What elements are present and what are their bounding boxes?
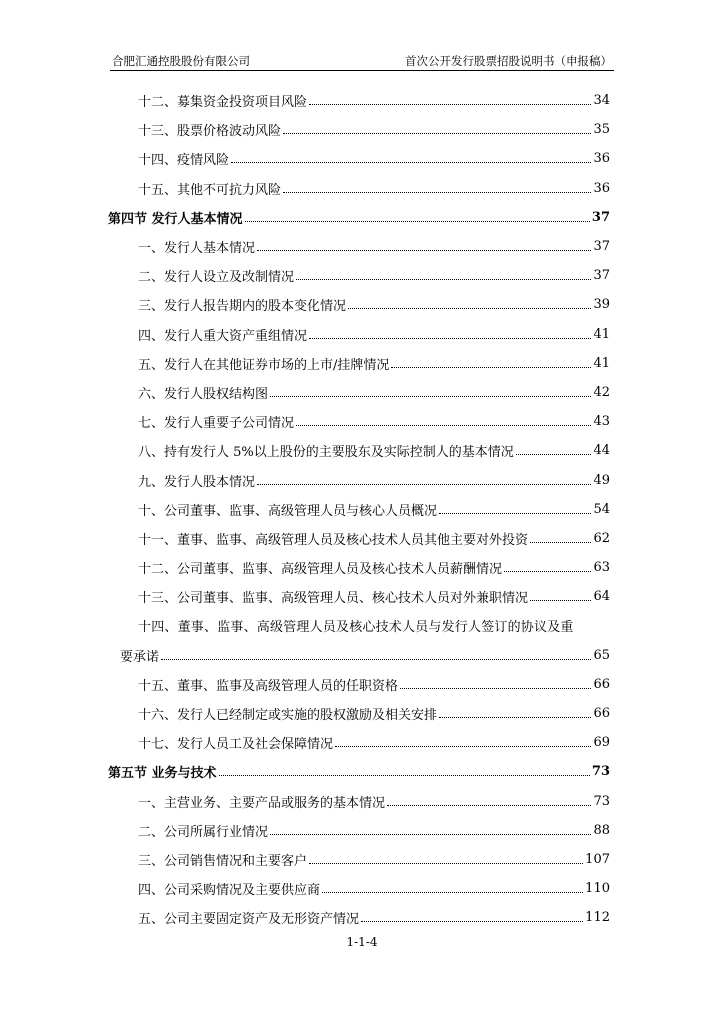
toc-entry[interactable] bbox=[108, 524, 610, 553]
toc-entry[interactable] bbox=[108, 144, 610, 173]
toc-entry[interactable] bbox=[108, 787, 610, 816]
toc-entry-title: 三、发行人报告期内的股本变化情况 bbox=[138, 299, 347, 315]
toc-leader-dots bbox=[296, 425, 591, 426]
toc-entry-title: 十五、董事、监事及高级管理人员的任职资格 bbox=[138, 678, 399, 694]
toc-leader-dots bbox=[309, 104, 591, 105]
page-header bbox=[110, 52, 614, 71]
toc-entry-page: 49 bbox=[593, 472, 610, 488]
toc-entry-page: 35 bbox=[593, 122, 610, 138]
toc-entry-title: 十三、公司董事、监事、高级管理人员、核心技术人员对外兼职情况 bbox=[138, 591, 529, 607]
toc-leader-dots bbox=[231, 162, 591, 163]
toc-leader-dots bbox=[361, 921, 583, 922]
toc-entry[interactable] bbox=[108, 874, 610, 903]
toc-entry[interactable] bbox=[108, 465, 610, 494]
toc-entry-title: 四、公司采购情况及主要供应商 bbox=[138, 883, 321, 899]
toc-leader-dots bbox=[309, 863, 583, 864]
toc-entry-page: 62 bbox=[593, 530, 610, 546]
toc-entry[interactable] bbox=[108, 378, 610, 407]
toc-entry[interactable] bbox=[108, 261, 610, 290]
toc-leader-dots bbox=[257, 250, 591, 251]
toc-entry[interactable] bbox=[108, 903, 610, 932]
toc-entry-page: 41 bbox=[593, 326, 610, 342]
toc-leader-dots bbox=[530, 600, 591, 601]
toc-entry-title: 十七、发行人员工及社会保障情况 bbox=[138, 737, 334, 753]
page-number: 1-1-4 bbox=[346, 935, 378, 949]
toc-entry-page: 66 bbox=[593, 676, 610, 692]
toc-entry-title: 九、发行人股本情况 bbox=[138, 474, 256, 490]
toc-leader-dots bbox=[257, 484, 591, 485]
toc-leader-dots bbox=[322, 892, 583, 893]
table-of-contents bbox=[108, 86, 610, 932]
toc-leader-dots bbox=[391, 367, 591, 368]
toc-leader-dots bbox=[530, 542, 591, 543]
toc-entry-page: 42 bbox=[593, 384, 610, 400]
toc-entry-page: 64 bbox=[593, 589, 610, 605]
toc-leader-dots bbox=[504, 571, 591, 572]
toc-leader-dots bbox=[245, 221, 590, 222]
toc-entry[interactable] bbox=[108, 115, 610, 144]
toc-entry-title: 三、公司销售情况和主要客户 bbox=[138, 853, 308, 869]
toc-entry-title: 要承诺 bbox=[120, 649, 160, 665]
toc-entry-page: 112 bbox=[585, 910, 610, 926]
toc-entry-page: 73 bbox=[591, 764, 610, 780]
toc-leader-dots bbox=[161, 659, 591, 660]
toc-entry[interactable] bbox=[108, 495, 610, 524]
toc-entry-page: 65 bbox=[593, 647, 610, 663]
toc-leader-dots bbox=[283, 133, 591, 134]
toc-entry[interactable] bbox=[108, 699, 610, 728]
toc-entry-title: 第五节 业务与技术 bbox=[108, 766, 217, 782]
toc-entry-title: 十、公司董事、监事、高级管理人员与核心人员概况 bbox=[138, 503, 438, 519]
toc-entry-title: 十二、公司董事、监事、高级管理人员及核心技术人员薪酬情况 bbox=[138, 562, 503, 578]
toc-leader-dots bbox=[516, 454, 592, 455]
toc-entry[interactable] bbox=[108, 232, 610, 261]
toc-entry-title: 二、发行人设立及改制情况 bbox=[138, 270, 295, 286]
toc-entry-title: 十四、董事、监事、高级管理人员及核心技术人员与发行人签订的协议及重 bbox=[138, 620, 574, 636]
toc-entry-page: 107 bbox=[585, 851, 610, 867]
toc-entry[interactable] bbox=[108, 320, 610, 349]
toc-entry-page: 66 bbox=[593, 706, 610, 722]
toc-entry-title: 十一、董事、监事、高级管理人员及核心技术人员其他主要对外投资 bbox=[138, 532, 529, 548]
toc-entry-page: 73 bbox=[593, 793, 610, 809]
toc-entry-page: 39 bbox=[593, 297, 610, 313]
toc-entry-title: 五、发行人在其他证券市场的上市/挂牌情况 bbox=[138, 357, 390, 373]
toc-leader-dots bbox=[309, 338, 591, 339]
toc-entry-page: 69 bbox=[593, 735, 610, 751]
toc-entry[interactable] bbox=[108, 611, 610, 640]
toc-leader-dots bbox=[283, 192, 591, 193]
toc-entry[interactable] bbox=[108, 641, 610, 670]
toc-entry-title: 七、发行人重要子公司情况 bbox=[138, 416, 295, 432]
header-company-name: 合肥汇通控股股份有限公司 bbox=[112, 54, 250, 68]
toc-leader-dots bbox=[400, 688, 591, 689]
toc-leader-dots bbox=[270, 834, 591, 835]
toc-entry-title: 八、持有发行人 5%以上股份的主要股东及实际控制人的基本情况 bbox=[138, 445, 514, 461]
toc-leader-dots bbox=[439, 513, 591, 514]
toc-entry-title: 二、公司所属行业情况 bbox=[138, 824, 269, 840]
toc-entry-title: 四、发行人重大资产重组情况 bbox=[138, 328, 308, 344]
toc-entry-page: 36 bbox=[593, 151, 610, 167]
toc-entry-title: 十三、股票价格波动风险 bbox=[138, 124, 282, 140]
toc-entry-page: 43 bbox=[593, 414, 610, 430]
toc-leader-dots bbox=[348, 308, 591, 309]
toc-entry-page: 37 bbox=[593, 239, 610, 255]
toc-entry[interactable] bbox=[108, 174, 610, 203]
header-document-title: 首次公开发行股票招股说明书（申报稿） bbox=[405, 54, 612, 68]
toc-entry-title: 一、主营业务、主要产品或服务的基本情况 bbox=[138, 795, 386, 811]
toc-entry[interactable] bbox=[108, 553, 610, 582]
toc-entry-title: 十五、其他不可抗力风险 bbox=[138, 182, 282, 198]
toc-entry-page: 44 bbox=[593, 443, 610, 459]
toc-entry-page: 37 bbox=[593, 268, 610, 284]
toc-entry-title: 第四节 发行人基本情况 bbox=[108, 211, 243, 227]
toc-leader-dots bbox=[296, 279, 591, 280]
toc-entry-page: 34 bbox=[593, 93, 610, 109]
toc-leader-dots bbox=[219, 775, 590, 776]
toc-entry-page: 63 bbox=[593, 560, 610, 576]
toc-entry-page: 41 bbox=[593, 355, 610, 371]
toc-leader-dots bbox=[387, 805, 591, 806]
toc-leader-dots bbox=[439, 717, 591, 718]
toc-entry[interactable] bbox=[108, 290, 610, 319]
toc-entry-title: 五、公司主要固定资产及无形资产情况 bbox=[138, 912, 360, 928]
toc-leader-dots bbox=[335, 746, 591, 747]
toc-entry-title: 十二、募集资金投资项目风险 bbox=[138, 95, 308, 111]
toc-entry[interactable] bbox=[108, 582, 610, 611]
toc-entry-page: 88 bbox=[593, 822, 610, 838]
toc-section-entry[interactable] bbox=[108, 757, 610, 786]
toc-entry[interactable] bbox=[108, 670, 610, 699]
toc-entry-page: 54 bbox=[593, 501, 610, 517]
toc-entry-page: 110 bbox=[585, 881, 610, 897]
toc-entry[interactable] bbox=[108, 728, 610, 757]
toc-leader-dots bbox=[270, 396, 591, 397]
toc-entry[interactable] bbox=[108, 845, 610, 874]
toc-entry-title: 六、发行人股权结构图 bbox=[138, 386, 269, 402]
toc-entry[interactable] bbox=[108, 349, 610, 378]
toc-entry-title: 十六、发行人已经制定或实施的股权激励及相关安排 bbox=[138, 708, 438, 724]
toc-entry[interactable] bbox=[108, 407, 610, 436]
toc-entry-title: 十四、疫情风险 bbox=[138, 153, 230, 169]
toc-entry-page: 36 bbox=[593, 180, 610, 196]
toc-entry[interactable] bbox=[108, 86, 610, 115]
toc-entry[interactable] bbox=[108, 816, 610, 845]
toc-entry[interactable] bbox=[108, 436, 610, 465]
toc-section-entry[interactable] bbox=[108, 203, 610, 232]
toc-entry-page: 37 bbox=[591, 209, 610, 225]
toc-entry-title: 一、发行人基本情况 bbox=[138, 241, 256, 257]
